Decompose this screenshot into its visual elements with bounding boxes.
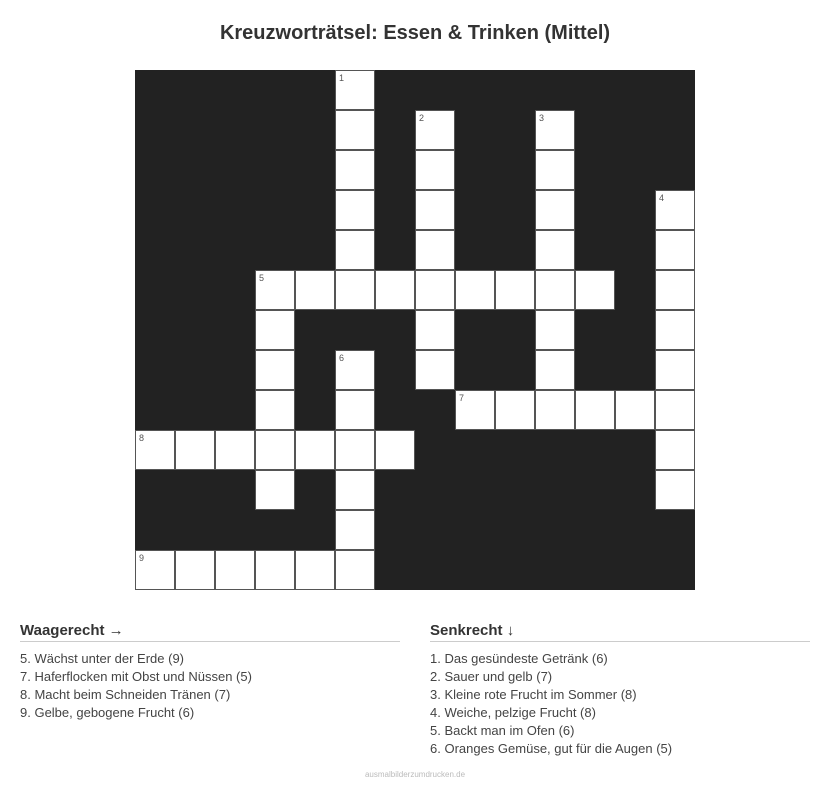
clue-number: 2 [419,113,425,123]
grid-cell[interactable] [375,270,415,310]
down-clue: 4. Weiche, pelzige Frucht (8) [430,705,596,720]
down-clues-panel [430,622,810,758]
grid-cell[interactable] [415,270,455,310]
across-clues-panel [20,622,400,722]
grid-cell[interactable] [415,110,455,150]
down-clue: 2. Sauer und gelb (7) [430,669,553,684]
grid-cell[interactable] [655,470,695,510]
grid-cell[interactable] [375,430,415,470]
grid-cell[interactable] [655,190,695,230]
grid-cell[interactable] [655,350,695,390]
grid-cell[interactable] [415,350,455,390]
clue-number: 6 [339,353,345,363]
grid-cell[interactable] [255,550,295,590]
across-clue-list [20,650,400,722]
across-heading: Waagerecht → [20,622,400,642]
grid-cell[interactable] [335,470,375,510]
across-clue: 9. Gelbe, gebogene Frucht (6) [20,705,195,720]
grid-cell[interactable] [575,390,615,430]
grid-cell[interactable] [295,430,335,470]
clue-number: 3 [539,113,545,123]
grid-cell[interactable] [255,310,295,350]
grid-cell[interactable] [295,550,335,590]
grid-cell[interactable] [535,110,575,150]
grid-cell[interactable] [335,230,375,270]
grid-cell[interactable] [335,430,375,470]
grid-cell[interactable] [535,230,575,270]
grid-cell[interactable] [135,430,175,470]
grid-cell[interactable] [255,470,295,510]
grid-cell[interactable] [255,270,295,310]
grid-cell[interactable] [415,150,455,190]
grid-cell[interactable] [455,270,495,310]
grid-cell[interactable] [335,510,375,550]
footer-credit: ausmalbilderzumdrucken.de [364,770,466,779]
grid-cell[interactable] [495,270,535,310]
grid-cell[interactable] [335,270,375,310]
grid-cell[interactable] [655,230,695,270]
grid-cell[interactable] [535,350,575,390]
grid-cell[interactable] [135,550,175,590]
grid-cell[interactable] [575,270,615,310]
across-clue: 5. Wächst unter der Erde (9) [20,651,185,666]
grid-cell[interactable] [255,350,295,390]
grid-cell[interactable] [295,270,335,310]
grid-cell[interactable] [175,550,215,590]
grid-cell[interactable] [335,190,375,230]
clue-number: 8 [139,433,145,443]
across-clue: 8. Macht beim Schneiden Tränen (7) [20,687,231,702]
grid-cell[interactable] [655,390,695,430]
down-clue: 5. Backt man im Ofen (6) [430,723,575,738]
clue-number: 7 [459,393,465,403]
grid-cell[interactable] [335,390,375,430]
down-clue: 3. Kleine rote Frucht im Sommer (8) [430,687,637,702]
grid-cell[interactable] [655,310,695,350]
grid-cell[interactable] [535,270,575,310]
grid-cell[interactable] [335,70,375,110]
clue-number: 1 [339,73,345,83]
grid-cell[interactable] [215,550,255,590]
crossword-grid [135,70,695,590]
grid-cell[interactable] [615,390,655,430]
clue-number: 5 [259,273,265,283]
grid-cell[interactable] [495,390,535,430]
grid-cell[interactable] [175,430,215,470]
grid-cell[interactable] [455,390,495,430]
grid-cell[interactable] [335,350,375,390]
grid-cell[interactable] [655,430,695,470]
grid-cell[interactable] [535,150,575,190]
grid-cell[interactable] [255,430,295,470]
down-clue: 1. Das gesündeste Getränk (6) [430,651,608,666]
grid-cell[interactable] [335,150,375,190]
clue-number: 4 [659,193,665,203]
down-clue-list [430,650,810,758]
grid-cell[interactable] [415,230,455,270]
grid-cell[interactable] [335,110,375,150]
down-clue: 6. Oranges Gemüse, gut für die Augen (5) [430,741,673,756]
down-heading: Senkrecht ↓ [430,622,810,642]
page-title: Kreuzworträtsel: Essen & Trinken (Mittel) [219,22,611,44]
clue-number: 9 [139,553,145,563]
grid-cell[interactable] [415,190,455,230]
grid-cell[interactable] [255,390,295,430]
grid-cell[interactable] [535,310,575,350]
grid-cell[interactable] [415,310,455,350]
grid-cell[interactable] [335,550,375,590]
grid-cell[interactable] [655,270,695,310]
grid-cell[interactable] [535,190,575,230]
grid-cell[interactable] [215,430,255,470]
across-clue: 7. Haferflocken mit Obst und Nüssen (5) [20,669,252,684]
grid-cell[interactable] [535,390,575,430]
